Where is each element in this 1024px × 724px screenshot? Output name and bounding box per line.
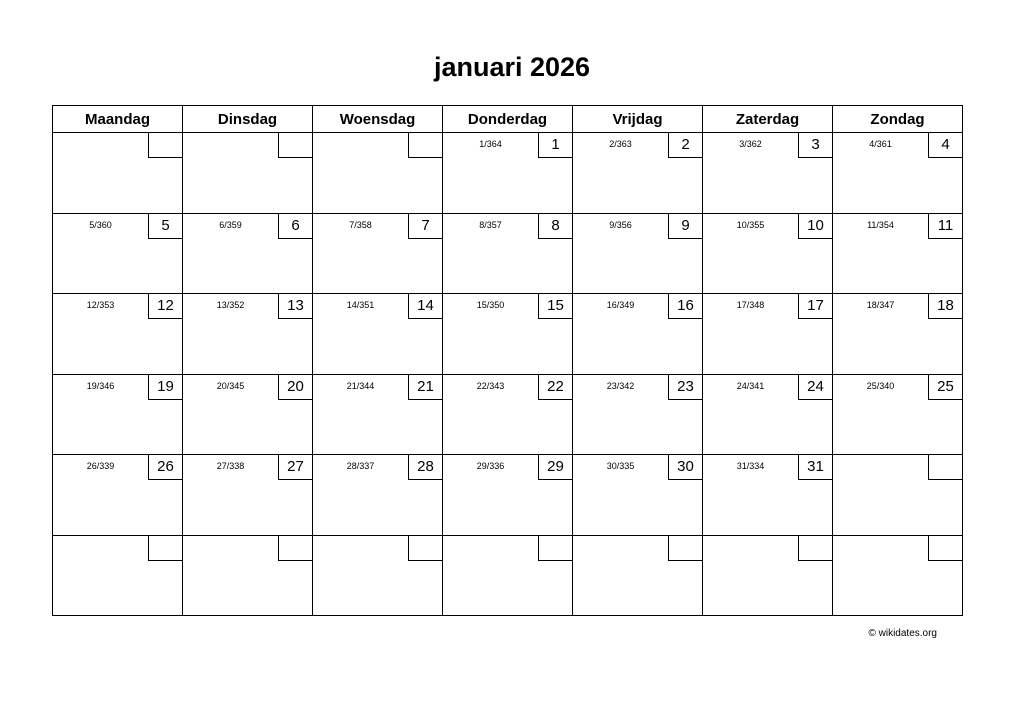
day-number xyxy=(928,455,962,480)
day-number xyxy=(538,536,572,561)
calendar-title: januari 2026 xyxy=(433,52,591,82)
day-of-year-label: 1/364 xyxy=(479,139,502,149)
weekday-header: Vrijdag xyxy=(573,106,703,133)
day-cell xyxy=(313,213,443,294)
day-of-year-label: 8/357 xyxy=(479,219,502,230)
day-number: 26 xyxy=(148,455,182,480)
day-cell xyxy=(53,455,183,536)
day-of-year-label: 23/342 xyxy=(606,380,635,391)
day-of-year-label: 21/344 xyxy=(346,380,375,391)
day-of-year-label: 25/340 xyxy=(866,380,895,391)
day-cell xyxy=(703,213,833,294)
day-number: 18 xyxy=(928,294,962,319)
week-row xyxy=(53,535,963,616)
day-number xyxy=(928,536,962,561)
day-number: 6 xyxy=(278,214,312,239)
day-of-year-label: 11/354 xyxy=(867,219,894,230)
weekday-header: Woensdag xyxy=(313,106,443,133)
day-number: 3 xyxy=(798,133,832,158)
day-of-year-label: 7/358 xyxy=(349,219,372,230)
day-of-year-label: 31/334 xyxy=(736,461,765,471)
day-number: 11 xyxy=(928,214,962,239)
day-number xyxy=(278,536,312,561)
day-of-year-label: 13/352 xyxy=(216,300,245,310)
day-number: 17 xyxy=(798,294,832,319)
day-cell xyxy=(443,374,573,455)
day-cell xyxy=(833,213,963,294)
day-cell xyxy=(573,133,703,214)
day-number xyxy=(148,133,182,158)
day-cell xyxy=(183,535,313,616)
day-cell xyxy=(573,213,703,294)
day-of-year-label: 9/356 xyxy=(609,219,632,230)
day-cell xyxy=(53,535,183,616)
day-number: 14 xyxy=(408,294,442,319)
day-cell xyxy=(53,374,183,455)
day-number: 21 xyxy=(408,375,442,400)
day-cell xyxy=(833,294,963,375)
day-cell xyxy=(573,455,703,536)
day-cell xyxy=(313,455,443,536)
day-number: 10 xyxy=(798,214,832,239)
day-cell xyxy=(53,294,183,375)
day-of-year-label: 3/362 xyxy=(739,139,762,149)
day-cell xyxy=(313,294,443,375)
day-of-year-label: 27/338 xyxy=(216,461,245,471)
day-cell xyxy=(443,294,573,375)
day-cell xyxy=(313,535,443,616)
day-number xyxy=(278,133,312,158)
week-row xyxy=(53,374,963,455)
day-of-year-label: 16/349 xyxy=(606,300,635,310)
day-number xyxy=(408,133,442,158)
day-of-year-label: 17/348 xyxy=(736,300,765,310)
day-number: 1 xyxy=(538,133,572,158)
weekday-header: Maandag xyxy=(53,106,183,133)
day-number xyxy=(148,536,182,561)
day-cell xyxy=(313,374,443,455)
day-number xyxy=(798,536,832,561)
day-number: 12 xyxy=(148,294,182,319)
day-number: 5 xyxy=(148,214,182,239)
day-cell xyxy=(313,133,443,214)
weekday-header: Zondag xyxy=(833,106,963,133)
week-row xyxy=(53,213,963,294)
day-number: 22 xyxy=(538,375,572,400)
week-row xyxy=(53,455,963,536)
day-number: 9 xyxy=(668,214,702,239)
day-number: 27 xyxy=(278,455,312,480)
day-number: 15 xyxy=(538,294,572,319)
day-of-year-label: 29/336 xyxy=(476,461,505,471)
day-of-year-label: 18/347 xyxy=(866,300,895,310)
weekday-header: Donderdag xyxy=(443,106,573,133)
day-cell xyxy=(183,455,313,536)
week-row xyxy=(53,133,963,214)
week-row xyxy=(53,294,963,375)
day-cell xyxy=(833,133,963,214)
day-of-year-label: 24/341 xyxy=(736,380,765,391)
day-cell xyxy=(703,374,833,455)
day-of-year-label: 15/350 xyxy=(476,300,505,310)
day-of-year-label: 12/353 xyxy=(86,300,115,310)
day-number: 28 xyxy=(408,455,442,480)
day-cell xyxy=(833,535,963,616)
weekday-header: Zaterdag xyxy=(703,106,833,133)
day-cell xyxy=(183,133,313,214)
day-of-year-label: 6/359 xyxy=(219,219,242,230)
day-number: 30 xyxy=(668,455,702,480)
day-cell xyxy=(573,535,703,616)
weekday-header-row xyxy=(53,106,963,133)
weekday-header: Dinsdag xyxy=(183,106,313,133)
day-of-year-label: 10/355 xyxy=(736,219,765,230)
day-cell xyxy=(443,455,573,536)
day-of-year-label: 4/361 xyxy=(869,139,892,149)
day-number: 24 xyxy=(798,375,832,400)
day-number: 2 xyxy=(668,133,702,158)
day-number: 16 xyxy=(668,294,702,319)
day-cell xyxy=(183,213,313,294)
day-number: 4 xyxy=(928,133,962,158)
day-cell xyxy=(703,294,833,375)
day-of-year-label: 2/363 xyxy=(609,139,632,149)
day-of-year-label: 28/337 xyxy=(346,461,375,471)
day-cell xyxy=(703,133,833,214)
day-number: 25 xyxy=(928,375,962,400)
day-cell xyxy=(573,374,703,455)
day-cell xyxy=(703,535,833,616)
day-of-year-label: 5/360 xyxy=(89,219,112,230)
day-number xyxy=(408,536,442,561)
day-cell xyxy=(443,213,573,294)
day-cell xyxy=(53,133,183,214)
calendar-grid xyxy=(52,105,963,616)
day-number: 19 xyxy=(148,375,182,400)
day-cell xyxy=(443,535,573,616)
day-of-year-label: 20/345 xyxy=(216,380,245,391)
day-cell xyxy=(833,374,963,455)
day-cell xyxy=(183,294,313,375)
day-cell xyxy=(183,374,313,455)
day-cell xyxy=(573,294,703,375)
day-number: 31 xyxy=(798,455,832,480)
day-cell xyxy=(443,133,573,214)
calendar-body xyxy=(53,133,963,616)
day-of-year-label: 22/343 xyxy=(476,380,505,391)
day-of-year-label: 19/346 xyxy=(86,380,115,391)
day-cell xyxy=(703,455,833,536)
day-number: 23 xyxy=(668,375,702,400)
day-of-year-label: 26/339 xyxy=(86,461,115,471)
day-cell xyxy=(833,455,963,536)
day-number: 13 xyxy=(278,294,312,319)
day-number: 8 xyxy=(538,214,572,239)
day-of-year-label: 14/351 xyxy=(346,300,375,310)
day-number xyxy=(668,536,702,561)
day-number: 29 xyxy=(538,455,572,480)
credit-text: © wikidates.org xyxy=(868,628,937,639)
day-of-year-label: 30/335 xyxy=(606,461,635,471)
day-cell xyxy=(53,213,183,294)
day-number: 7 xyxy=(408,214,442,239)
day-number: 20 xyxy=(278,375,312,400)
